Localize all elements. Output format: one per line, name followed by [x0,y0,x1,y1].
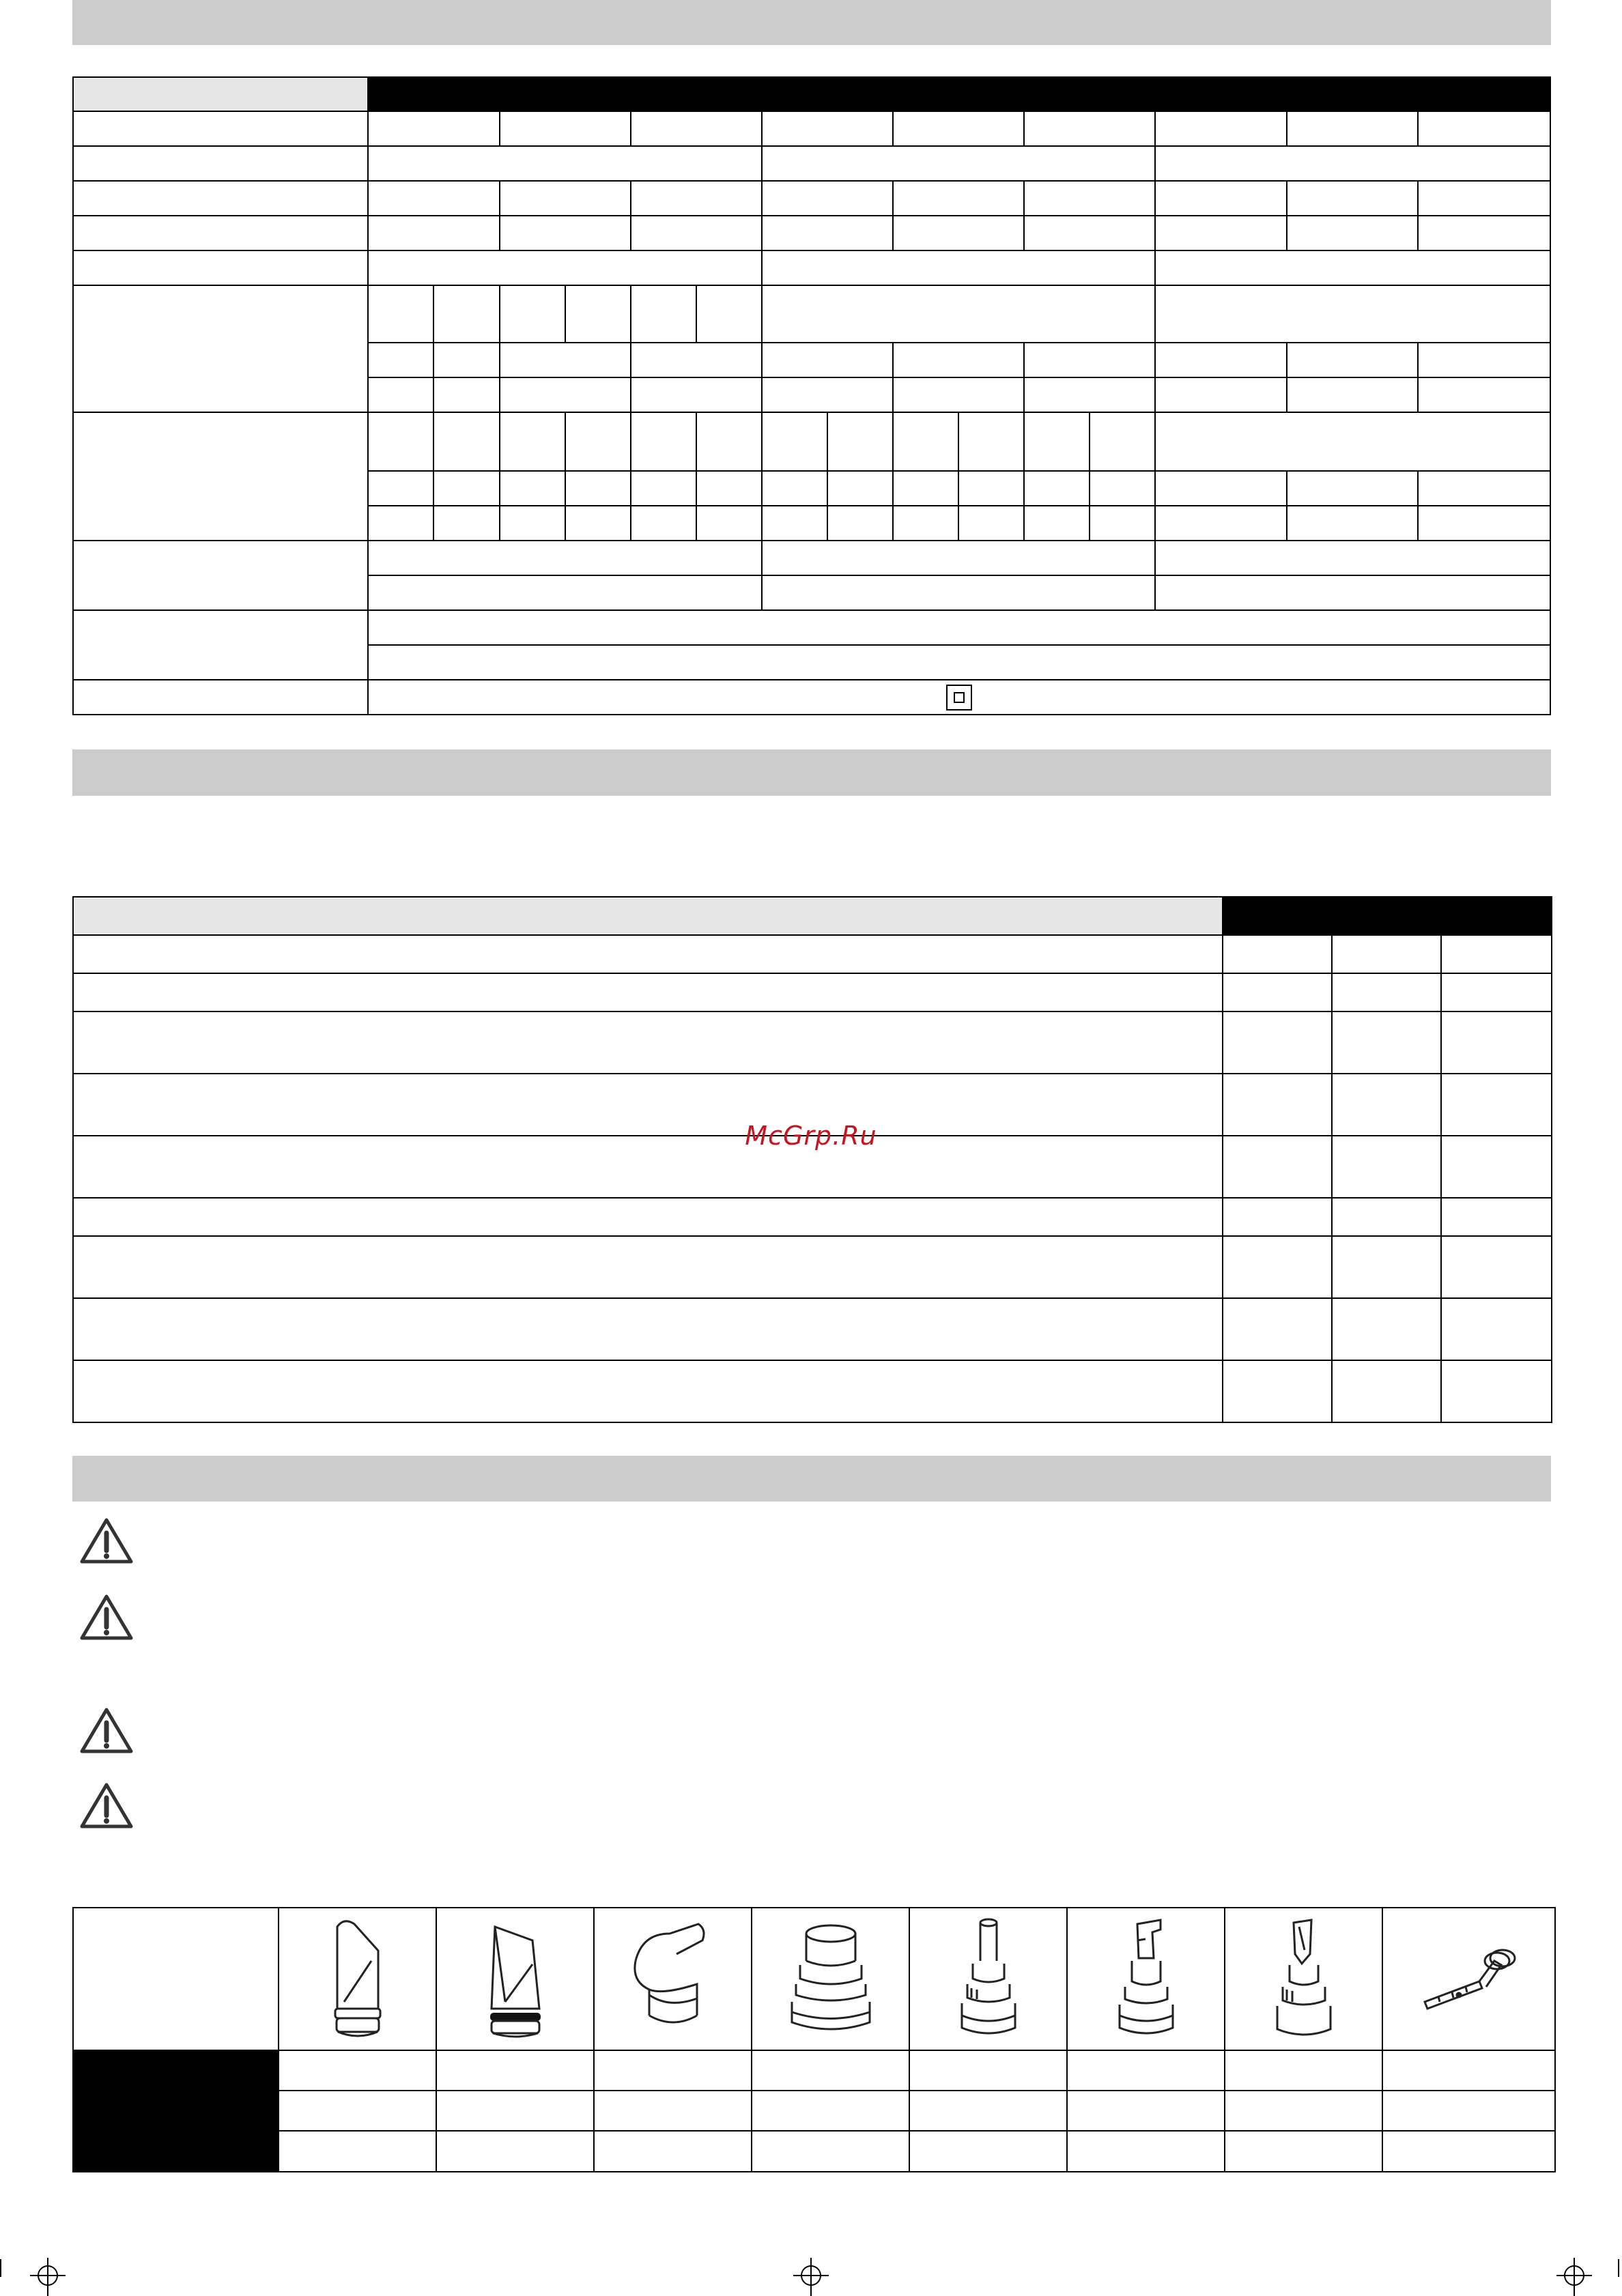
model-header [368,77,762,111]
row-label [73,1198,1223,1236]
registration-mark-icon [1554,2255,1595,2296]
warning-triangle-icon [79,1517,134,1564]
application-table [72,896,1552,1423]
row-header [73,2131,279,2172]
accessories-table [72,1907,1556,2172]
reducer-nozzle-icon [752,1908,909,2050]
technical-data-table [72,76,1551,715]
section-header-bar [72,0,1551,45]
warning-triangle-icon [79,1706,134,1754]
row-label [73,935,1223,973]
table-corner-cell [73,77,368,111]
warning-triangle-icon [79,1593,134,1641]
row-label [73,610,368,680]
row-label [73,285,368,412]
row-label [73,181,368,216]
crop-mark [1618,2259,1619,2277]
pencil-tip-nozzle-icon [909,1908,1067,2050]
row-label [73,541,368,610]
row-header [73,2050,279,2091]
row-label [73,412,368,541]
row-label [73,973,1223,1011]
section-header-bar [72,1456,1551,1502]
reflector-nozzle-icon [594,1908,752,2050]
fishtail-nozzle-icon [436,1908,594,2050]
crop-mark [0,2259,1,2277]
row-header [73,2091,279,2131]
row-label [73,1011,1223,1074]
model-header [762,77,1156,111]
watermark: McGrp.Ru [745,1121,877,1151]
wide-slot-nozzle-icon [279,1908,436,2050]
column-header [1332,897,1441,935]
slot-welding-nozzle-icon [1225,1908,1382,2050]
row-label [73,146,368,181]
table-corner-cell [73,897,1223,935]
row-label [73,250,368,285]
column-header [1441,897,1552,935]
model-header [1155,77,1550,111]
hook-nozzle-icon [1067,1908,1225,2050]
warning-triangle-icon [79,1781,134,1829]
section-header-bar [72,749,1551,796]
double-insulation-icon [946,685,972,711]
pressure-roller-icon [1382,1908,1555,2050]
row-label [73,1360,1223,1422]
column-header [1223,897,1332,935]
row-label [73,216,368,250]
table-corner-cell [73,1908,279,2050]
row-label [73,1236,1223,1298]
registration-mark-icon [27,2255,68,2296]
row-label [73,111,368,146]
row-label [73,680,368,715]
row-label [73,1298,1223,1360]
registration-mark-icon [791,2255,831,2296]
